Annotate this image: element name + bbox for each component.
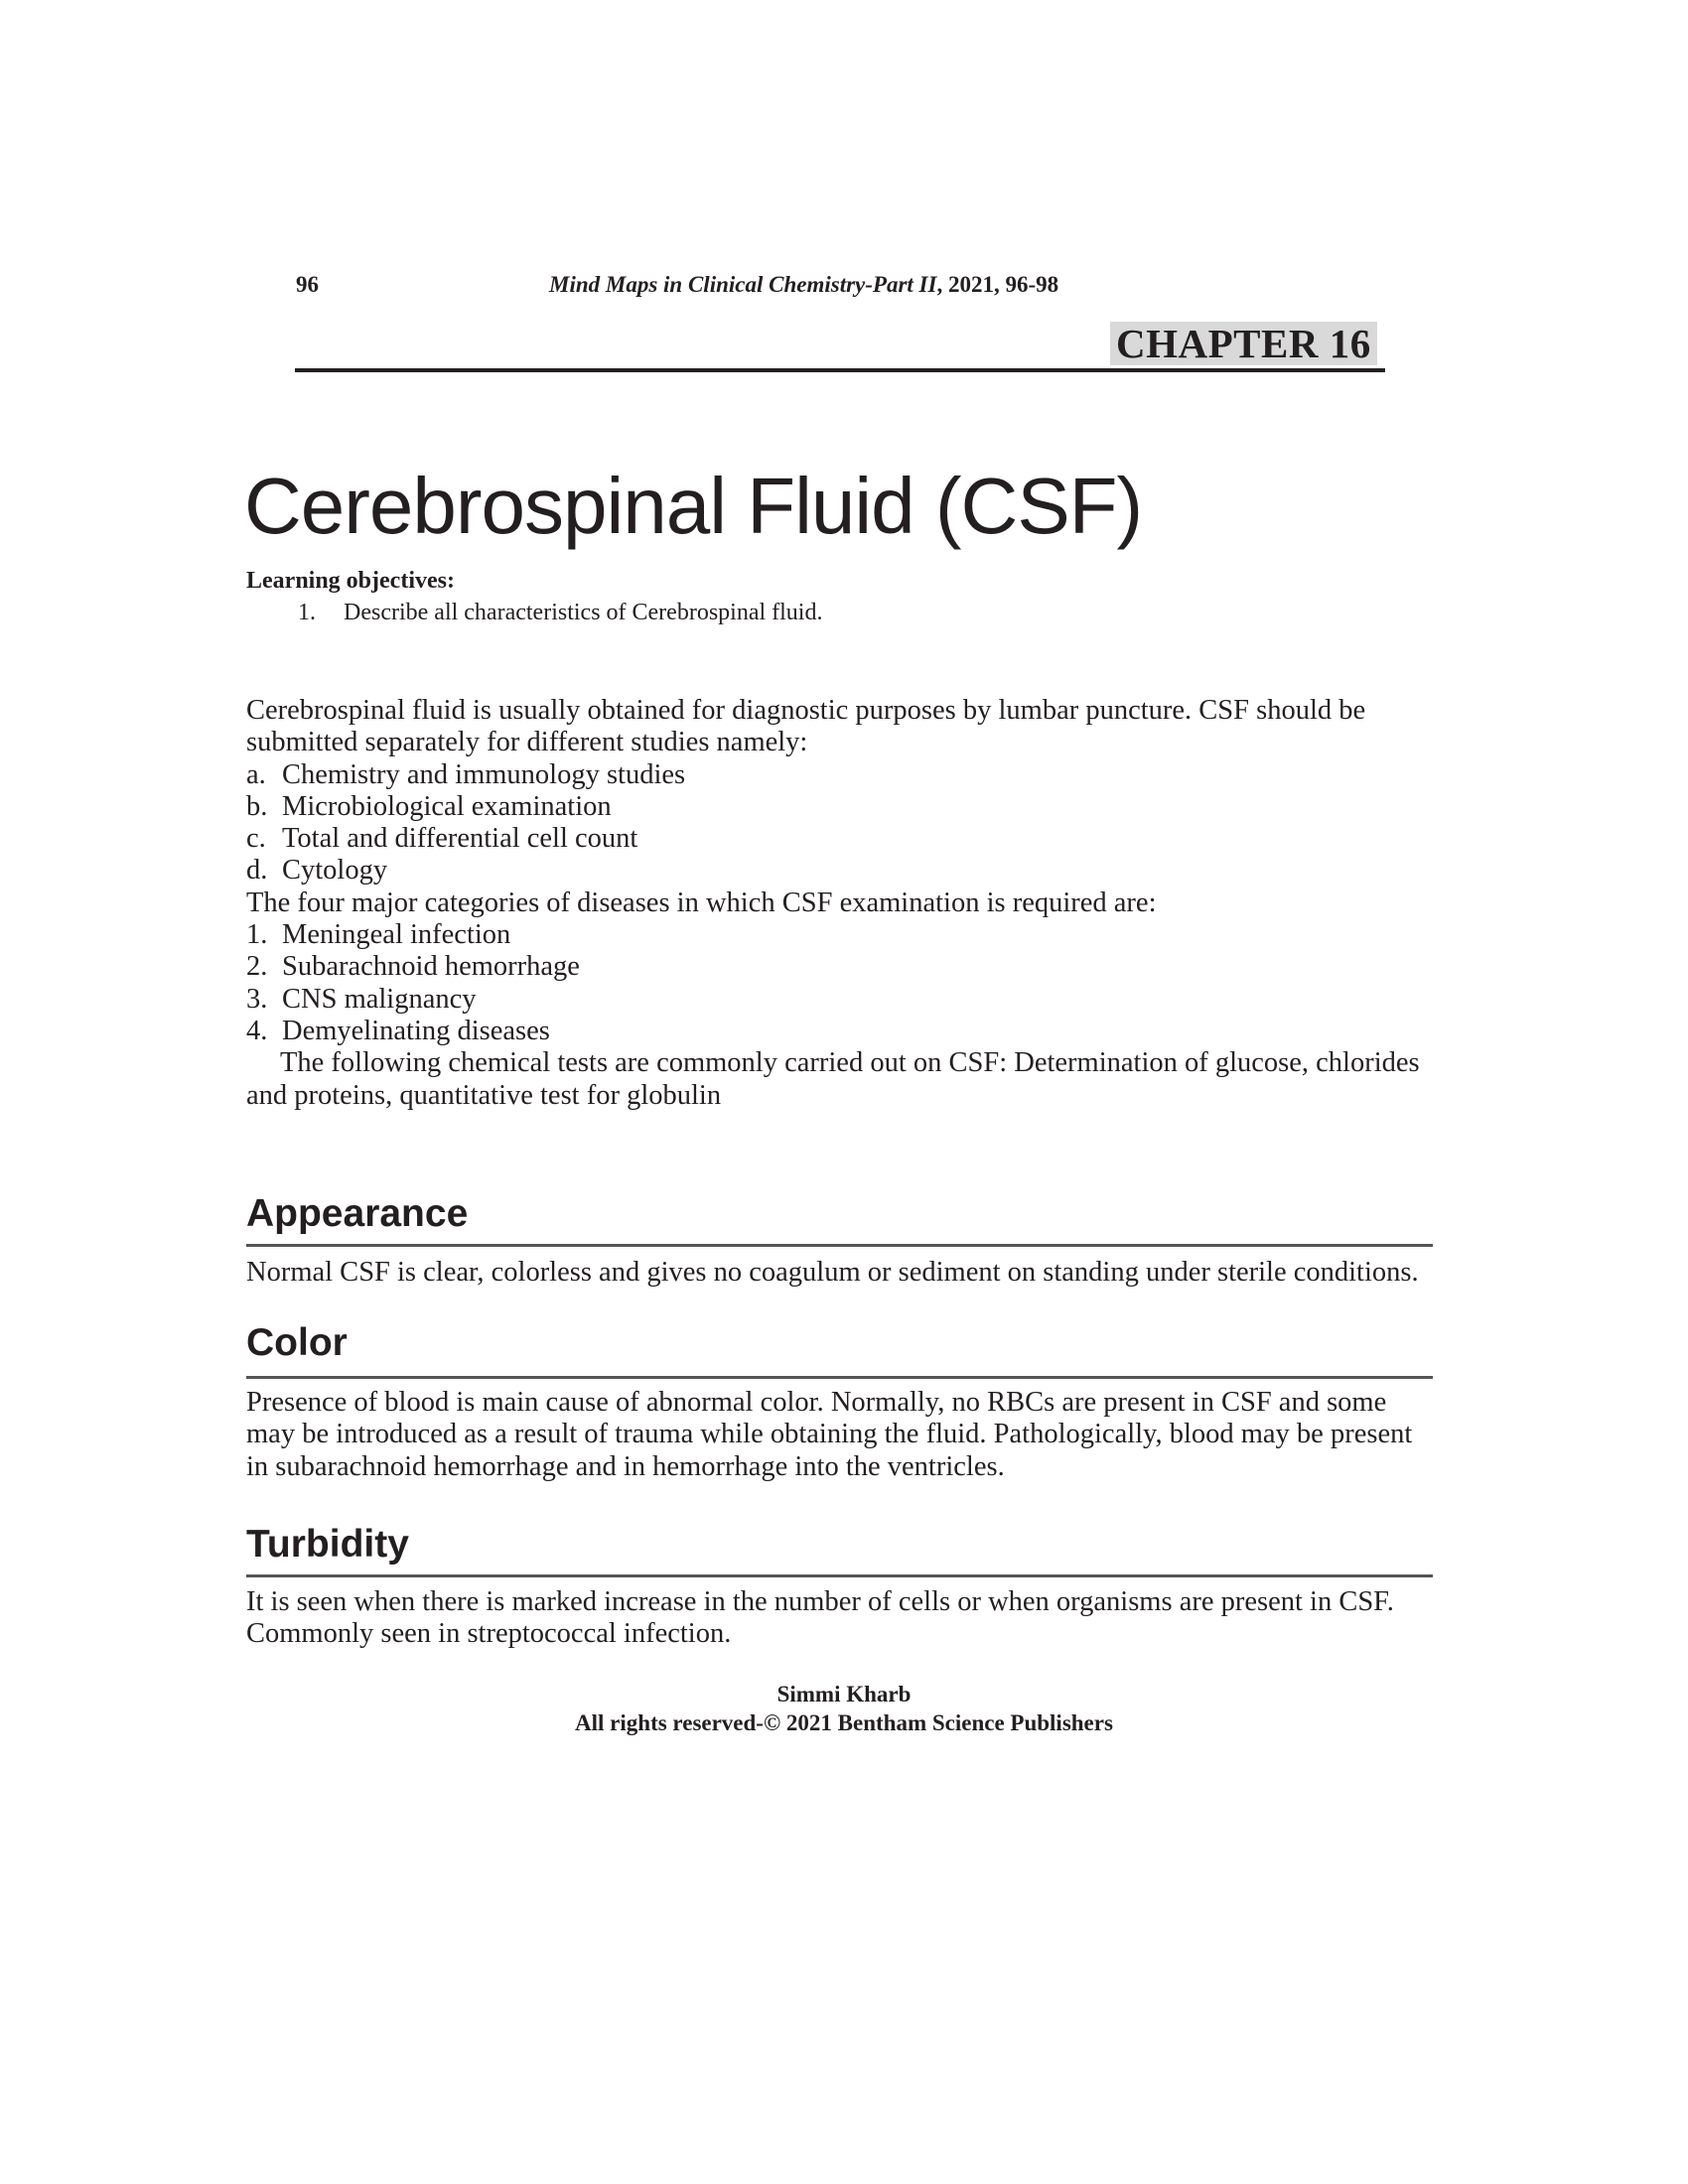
study-list-label: c. (246, 823, 266, 855)
study-list-item (246, 759, 1420, 791)
study-list-text: Chemistry and immunology studies (282, 758, 686, 790)
section-text-line: Commonly seen in streptococcal infection. (246, 1618, 732, 1650)
study-list-item (246, 823, 1420, 855)
intro-paragraph-line: Cerebrospinal fluid is usually obtained for diagnostic purposes by lumbar puncture. CSF should be (246, 695, 1366, 726)
footer-copyright: All rights reserved-© 2021 Bentham Science Publishers (575, 1710, 1113, 1735)
study-list-item (246, 791, 1420, 823)
chapter-label: CHAPTER 16 (1110, 322, 1377, 365)
section-text-line: It is seen when there is marked increase in the number of cells or when organisms are present in CSF. (246, 1586, 1394, 1617)
learning-objective-number: 1. (298, 600, 316, 625)
study-list-label: a. (246, 758, 266, 790)
category-list-text: Demyelinating diseases (282, 1015, 550, 1046)
study-list-label: b. (246, 790, 268, 822)
category-list-label: 2. (246, 951, 268, 983)
category-list-label: 1. (246, 919, 268, 951)
category-list-label: 4. (246, 1015, 268, 1046)
section-text-color (246, 1387, 1412, 1483)
learning-objective-item (298, 600, 822, 626)
section-divider (246, 1376, 1433, 1379)
study-list-item (246, 855, 1420, 887)
book-title: Mind Maps in Clinical Chemistry-Part II (549, 272, 937, 297)
category-list-item (246, 1016, 1420, 1047)
intro-paragraph-line: submitted separately for different studies namely: (246, 727, 808, 758)
section-text-line: Normal CSF is clear, colorless and gives no coagulum or sediment on standing under sterile conditions. (246, 1257, 1419, 1288)
section-text-turbidity (246, 1586, 1394, 1651)
category-list-text: CNS malignancy (282, 983, 477, 1015)
section-heading-color: Color (246, 1321, 348, 1364)
chapter-divider (295, 368, 1385, 372)
category-list-text: Meningeal infection (282, 919, 511, 951)
section-text-line: in subarachnoid hemorrhage and in hemorrhage into the ventricles. (246, 1450, 1005, 1482)
category-list-text: Subarachnoid hemorrhage (282, 951, 580, 983)
study-list-text: Microbiological examination (282, 790, 612, 822)
category-list-item (246, 951, 1420, 983)
page-number: 96 (296, 272, 319, 297)
study-list-label: d. (246, 855, 268, 887)
page-footer (0, 1680, 1688, 1737)
section-text-line: Presence of blood is main cause of abnormal color. Normally, no RBCs are present in CSF and some (246, 1387, 1387, 1418)
category-list-item (246, 984, 1420, 1016)
section-heading-turbidity: Turbidity (246, 1523, 409, 1566)
section-divider (246, 1574, 1433, 1577)
study-list-text: Cytology (282, 855, 388, 887)
section-text-appearance (246, 1257, 1419, 1289)
intro-block (246, 695, 1420, 1112)
category-list-label: 3. (246, 983, 268, 1015)
chapter-title: Cerebrospinal Fluid (CSF) (244, 462, 1143, 550)
section-divider (246, 1244, 1433, 1247)
chemical-tests-line: and proteins, quantitative test for globulin (246, 1079, 722, 1111)
chemical-tests-line: The following chemical tests are commonly carried out on CSF: Determination of glucose, chlorides (280, 1047, 1420, 1079)
section-heading-appearance: Appearance (246, 1192, 469, 1235)
running-title (549, 272, 1058, 298)
learning-objective-text: Describe all characteristics of Cerebrospinal fluid. (344, 600, 823, 625)
categories-intro: The four major categories of diseases in which CSF examination is required are: (246, 887, 1157, 918)
section-text-line: may be introduced as a result of trauma while obtaining the fluid. Pathologically, blood may be present (246, 1419, 1413, 1450)
study-list-text: Total and differential cell count (282, 823, 638, 855)
book-details: , 2021, 96-98 (936, 272, 1059, 297)
learning-objectives-heading: Learning objectives: (246, 568, 455, 594)
footer-author: Simmi Kharb (776, 1682, 912, 1706)
category-list-item (246, 919, 1420, 951)
